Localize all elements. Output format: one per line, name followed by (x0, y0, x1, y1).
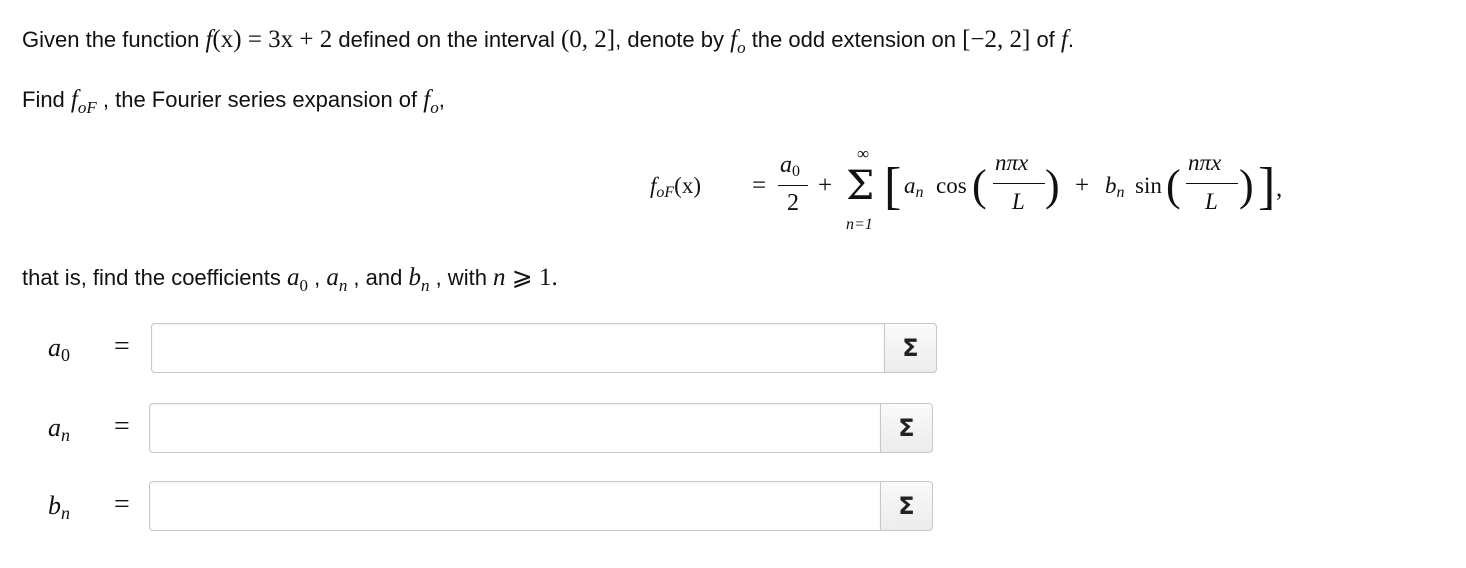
math-sub: 0 (299, 276, 308, 295)
equals-sign: = (114, 489, 130, 520)
answer-label (0, 413, 70, 443)
fraction-denominator: L (1012, 189, 1025, 214)
math-b: b (48, 491, 61, 520)
fraction-denominator: L (1205, 189, 1218, 214)
math-sub: n (420, 276, 430, 295)
sigma-icon: Σ (898, 414, 915, 442)
math-f: f (730, 26, 738, 53)
a0-input[interactable] (151, 323, 885, 373)
math-condition: ⩾ 1. (505, 264, 558, 291)
math-sub: n (1116, 184, 1125, 201)
answer-row-a0 (0, 323, 940, 375)
text: , denote by (615, 27, 731, 52)
left-paren: ( (1166, 161, 1181, 210)
math-sub: oF (656, 184, 675, 201)
answer-row-an (0, 403, 940, 455)
bn-input[interactable] (149, 481, 881, 531)
text: . (1067, 27, 1074, 52)
math-sub: 0 (792, 163, 800, 180)
right-paren: ) (1239, 161, 1254, 210)
math-interval: (0, 2] (560, 26, 616, 53)
left-paren: ( (972, 161, 987, 210)
math-sub: n (338, 276, 348, 295)
text: of (1030, 27, 1061, 52)
math-f: f (70, 86, 78, 113)
fraction-denominator: 2 (787, 190, 799, 216)
math-sub: o (430, 98, 439, 117)
summation-sign: Σ (846, 163, 875, 209)
an-input[interactable] (149, 403, 881, 453)
text: , and (347, 265, 409, 290)
text: the odd extension on (745, 27, 963, 52)
math-definition: = 3x + 2 (241, 26, 333, 53)
equals-sign: = (114, 411, 130, 442)
sigma-icon: Σ (902, 334, 919, 362)
math-arg: (x) (212, 26, 242, 53)
fraction-bar (778, 185, 808, 186)
fraction-numerator (780, 152, 800, 179)
plus-sign: + (1075, 172, 1090, 199)
math-a: a (326, 264, 339, 291)
problem-statement-line-1 (22, 26, 1074, 57)
math-sub: n (915, 184, 924, 201)
fraction-numerator: nπx (1188, 150, 1222, 175)
sigma-icon: Σ (898, 492, 915, 520)
fourier-series-equation (650, 140, 1310, 240)
left-bracket: [ (884, 158, 902, 215)
cos-function: cos (936, 173, 967, 198)
instruction-line (22, 262, 558, 295)
math-sub: o (737, 38, 746, 57)
equals-sign: = (114, 331, 130, 362)
text: , (307, 265, 327, 290)
comma: , (1276, 175, 1283, 202)
fraction-bar (993, 183, 1045, 184)
math-sub: n (61, 425, 70, 445)
sum-upper-limit: ∞ (857, 144, 870, 163)
math-f: f (205, 26, 213, 53)
math-f: f (423, 86, 431, 113)
equation-editor-button[interactable] (881, 481, 933, 531)
math-interval: [−2, 2] (962, 26, 1031, 53)
math-a: a (48, 333, 61, 362)
fraction-bar (1186, 183, 1238, 184)
math-n: n (493, 264, 506, 291)
text: Given the function (22, 27, 206, 52)
text: defined on the interval (332, 27, 561, 52)
text: Find (22, 87, 71, 112)
equation-editor-button[interactable] (881, 403, 933, 453)
right-bracket: ] (1258, 158, 1276, 215)
math-b: b (1105, 173, 1117, 198)
text: , with (429, 265, 494, 290)
math-f: f (1060, 26, 1068, 53)
math-a: a (48, 413, 61, 442)
equation-editor-button[interactable] (885, 323, 937, 373)
text: , (438, 87, 445, 112)
sin-function: sin (1135, 173, 1162, 198)
math-b: b (408, 264, 421, 291)
math-a: a (904, 173, 916, 198)
fraction-numerator: nπx (995, 150, 1029, 175)
problem-statement-line-2 (22, 86, 445, 117)
math-a: a (780, 152, 792, 178)
equals-sign: = (752, 172, 767, 199)
math-a: a (286, 264, 300, 291)
math-f: f (650, 173, 657, 198)
sum-lower-limit: n=1 (846, 216, 873, 233)
right-paren: ) (1045, 161, 1060, 210)
math-sub: oF (77, 98, 97, 117)
plus-sign: + (818, 172, 833, 199)
answer-row-bn (0, 481, 940, 533)
math-sub: n (61, 503, 70, 523)
text: , the Fourier series expansion of (96, 87, 424, 112)
answer-label (0, 491, 70, 521)
answer-label (0, 333, 70, 363)
math-arg: (x) (674, 173, 701, 198)
text: that is, find the coefficients (22, 265, 287, 290)
math-sub: 0 (61, 345, 70, 365)
